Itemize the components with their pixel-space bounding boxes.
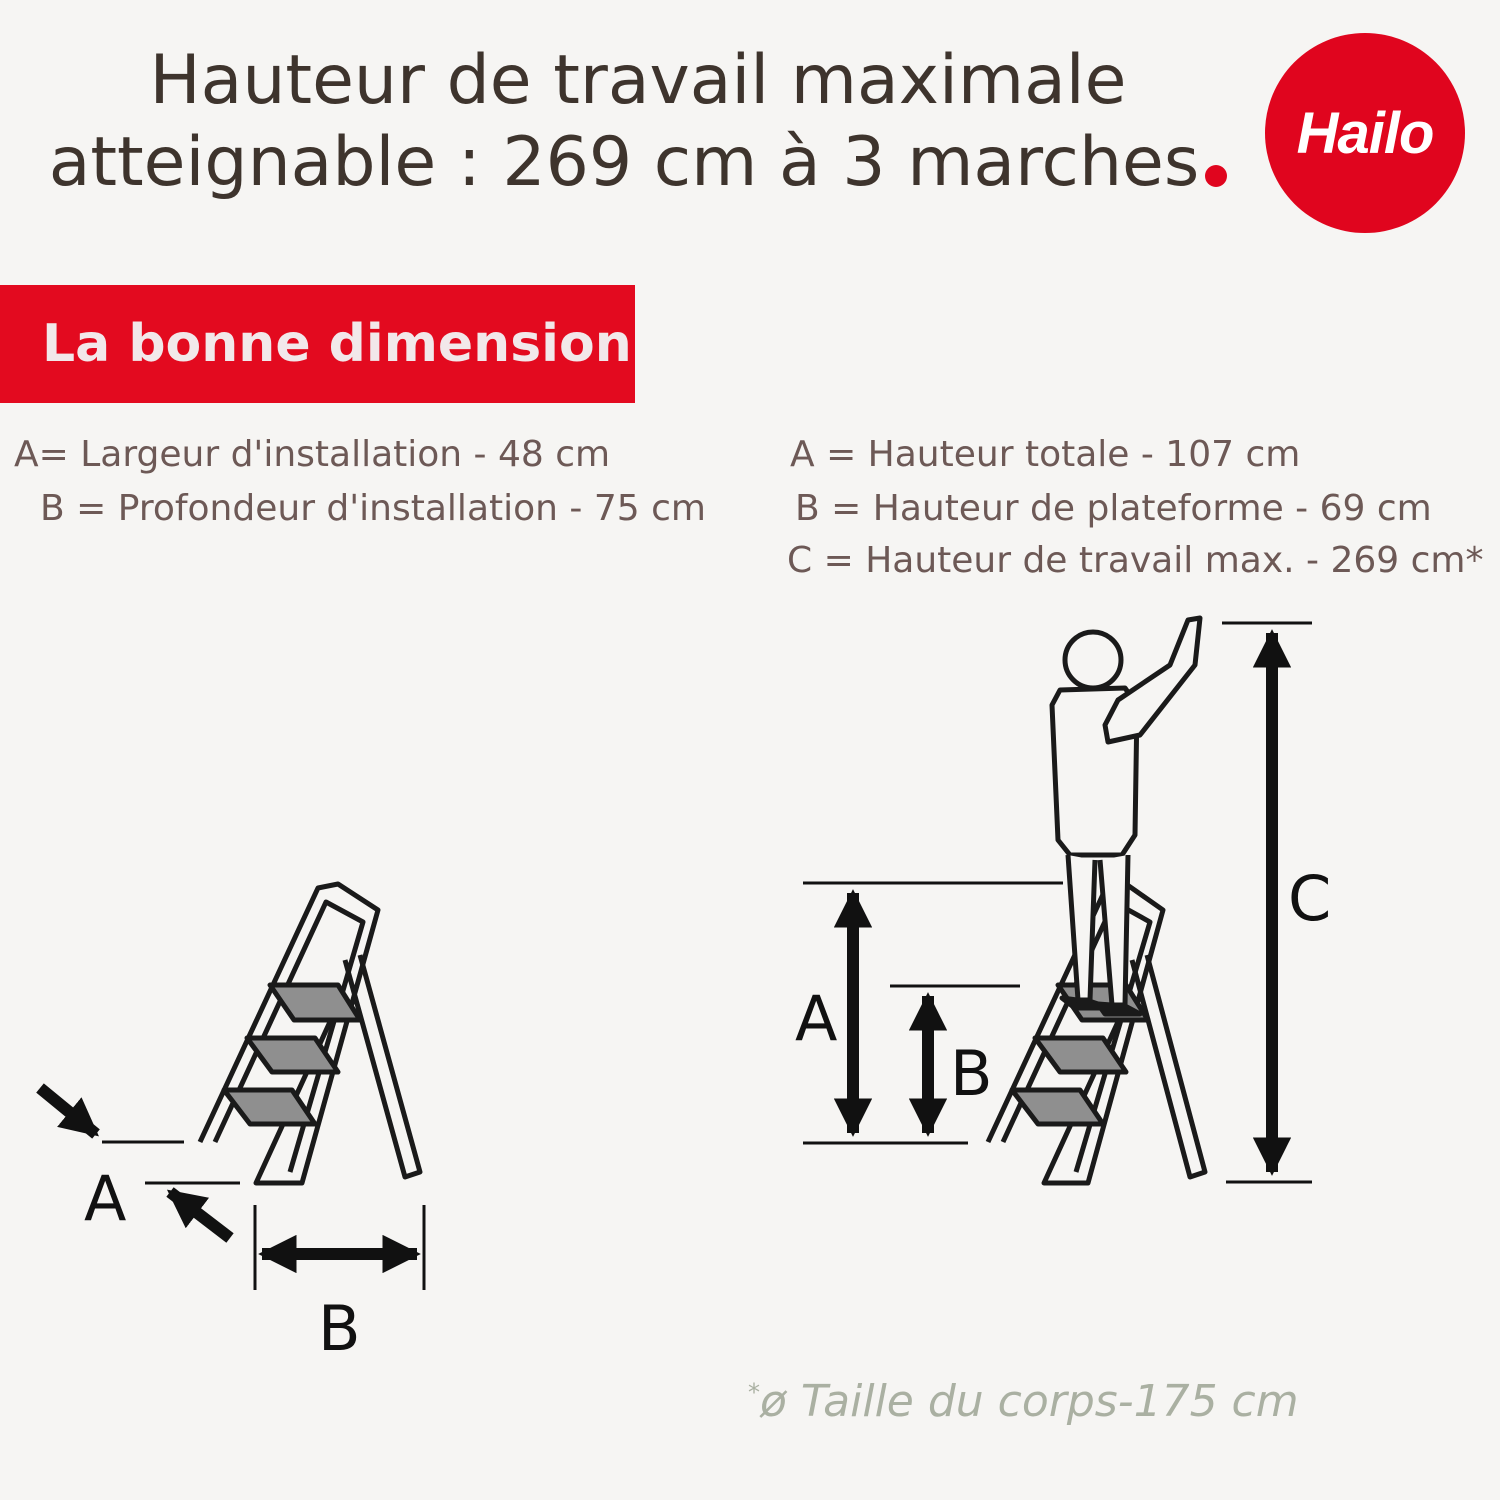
left-spec-a: A= Largeur d'installation - 48 cm bbox=[14, 434, 611, 475]
right-label-b: B bbox=[950, 1037, 993, 1110]
section-banner-label: La bonne dimension bbox=[42, 314, 632, 374]
left-depth-arrow bbox=[255, 1205, 424, 1290]
right-spec-b: B = Hauteur de plateforme - 69 cm bbox=[795, 488, 1432, 529]
left-label-a: A bbox=[84, 1162, 127, 1235]
footnote-mark: * bbox=[748, 1378, 760, 1407]
hailo-logo-text: Hailo bbox=[1296, 100, 1434, 166]
headline-line-2: atteignable : 269 cm à 3 marches bbox=[48, 123, 1200, 202]
footnote-text: ø Taille du corps-175 cm bbox=[760, 1376, 1299, 1427]
left-ladder-drawing bbox=[200, 884, 420, 1183]
left-width-arrows bbox=[40, 1088, 240, 1238]
right-label-c: C bbox=[1288, 862, 1332, 935]
right-ladder-drawing bbox=[988, 884, 1205, 1183]
footnote bbox=[748, 1376, 1299, 1427]
left-spec-b: B = Profondeur d'installation - 75 cm bbox=[40, 488, 706, 529]
person-figure bbox=[1052, 618, 1200, 1014]
right-spec-c: C = Hauteur de travail max. - 269 cm* bbox=[787, 540, 1484, 581]
left-label-b: B bbox=[318, 1292, 361, 1365]
right-label-a: A bbox=[795, 982, 838, 1055]
headline-line-1: Hauteur de travail maximale bbox=[149, 41, 1127, 120]
right-spec-a: A = Hauteur totale - 107 cm bbox=[790, 434, 1301, 475]
